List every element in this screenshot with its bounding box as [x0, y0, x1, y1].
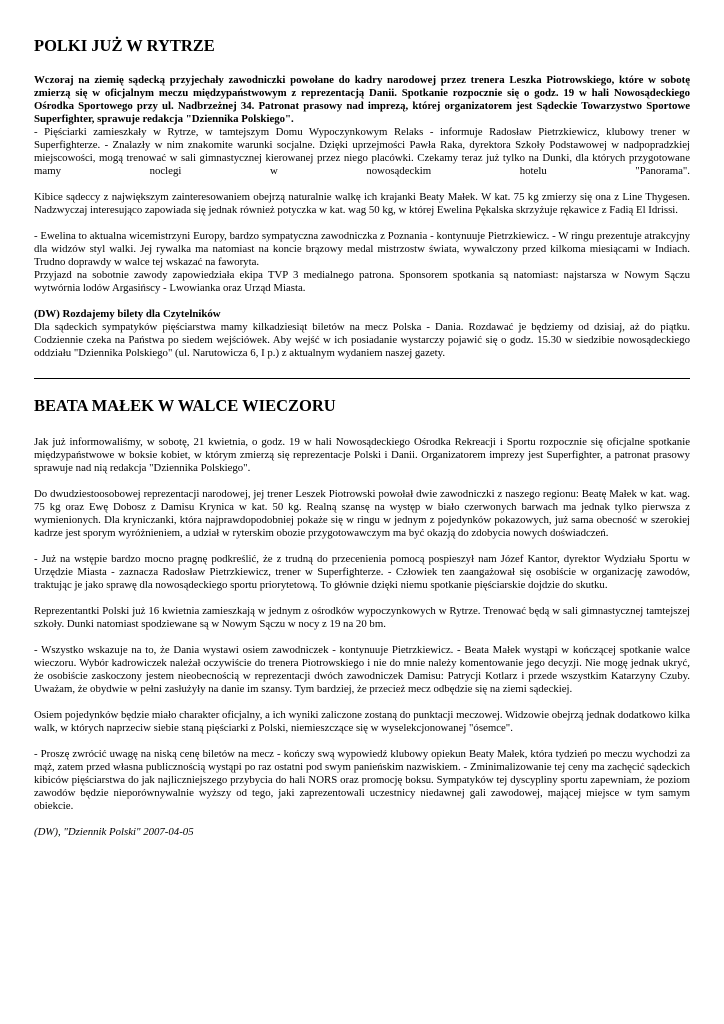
article-divider — [34, 378, 690, 379]
article-1-lead: Wczoraj na ziemię sądecką przyjechały zawodniczki powołane do kadry narodowej przez trenera Leszka Piotrowskiego, które w sobotę zmierzą się w oficjalnym meczu międzypaństwowym z reprezentacją Danii. Spotkanie rozpocznie się o godz. 19 w hali Nowosądeckiego Ośrodka Sportowego przy ul. Nadbrzeżnej 34. Patronat prasowy nad imprezą, której organizatorem jest Sądeckie Towarzystwo Sportowe Superfighter, sprawuje redakcja "Dziennika Polskiego". — [34, 74, 690, 125]
article-beata-malek — [34, 396, 690, 839]
article-1-subtitle: (DW) Rozdajemy bilety dla Czytelników — [34, 308, 221, 320]
article-2-paragraph-4: Reprezentantki Polski już 16 kwietnia zamieszkają w jednym z ośrodków wypoczynkowych w Rytrze. Trenować będą w sali gimnastycznej tamtejszej szkoły. Dunki natomiast spodziewane są w Nowym Sączu w nocy z 19 na 20 bm. — [34, 605, 690, 630]
article-2-paragraph-3: - Już na wstępie bardzo mocno pragnę podkreślić, że z trudną do przecenienia pomocą pospieszył nam Józef Kantor, dyrektor Wydziału Sportu w Urzędzie Miasta - zaznacza Radosław Pietrzkiewicz, trener w Superfighterze. - Człowiek ten zaangażował się osobiście w organizację zawodów, traktując je jako sprawę dla nowosądeckiego sportu priorytetową. To głównie dzięki niemu spotkanie pięściarskie dojdzie do skutku. — [34, 553, 690, 591]
article-polki-juz-w-rytrze — [34, 36, 690, 360]
article-1-paragraph-2: Kibice sądeccy z największym zainteresowaniem obejrzą naturalnie walkę ich krajanki Beaty Małek. W kat. 75 kg zmierzy się ona z Line Thygesen. Nadzwyczaj interesująco zapowiada się jednak również potyczka w kat. wag 50 kg, w której Ewelina Pękalska skrzyżuje rękawice z Fadią El Idrissi. — [34, 191, 690, 216]
article-2-paragraph-7: - Proszę zwrócić uwagę na niską cenę biletów na mecz - kończy swą wypowiedź klubowy opiekun Beaty Małek, która tydzień po meczu wychodzi za mąż, zatem przed własna publicznością wystąpi po raz ostatni pod swym panieńskim nazwiskiem. - Zminimalizowanie tej ceny ma zachęcić sądeckich kibiców pięściarstwa do jak najliczniejszego przybycia do hali NORS oraz promocję boksu. Sympatyków tej dyscypliny sportu zapewniam, że poziom zawodów będzie nieporównywalnie wyższy od tego, jaki zaprezentowali uczestnicy niedawnej gali zawodowej, mającej miejsce w tym samym obiekcie. — [34, 748, 690, 812]
article-2-paragraph-5: - Wszystko wskazuje na to, że Dania wystawi osiem zawodniczek - kontynuuje Pietrzkiewicz. - Beata Małek wystąpi w kończącej spotkanie walce wieczoru. Wybór kadrowiczek należał oczywiście do trenera Piotrowskiego i nie do mnie należy komentowanie jego decyzji. Nie mogę jednak ukryć, że osobiście zaskoczony jestem nieobecnością w reprezentacji dwóch zawodniczek Damisu: Patrycji Kotlarz i przede wszystkim Katarzyny Czuby. Uważam, że obydwie w pełni zasłużyły na danie im szansy. Tym bardziej, że przecież mecz odbędzie się na ziemi sądeckiej. — [34, 644, 690, 695]
article-1-title: POLKI JUŻ W RYTRZE — [34, 36, 215, 55]
article-2-paragraph-6: Osiem pojedynków będzie miało charakter oficjalny, a ich wyniki zaliczone zostaną do punktacji meczowej. Widzowie obejrzą jednak dodatkowo kilka walk, w których naprzeciw siebie staną pięściarki z Polski, niemieszczące się w wyselekcjonowanej "ósemce". — [34, 709, 690, 734]
article-1-paragraph-3: - Ewelina to aktualna wicemistrzyni Europy, bardzo sympatyczna zawodniczka z Poznania - kontynuuje Pietrzkiewicz. - W ringu prezentuje atrakcyjny dla widzów styl walki. Jej rywalka ma natomiast na koncie brązowy medal mistrzostw świata, wywalczony przed kilkoma miesiącami w Indiach. Trudno doprawdy w walce tej wskazać na faworyta. — [34, 230, 690, 268]
article-1-paragraph-1: - Pięściarki zamieszkały w Rytrze, w tamtejszym Domu Wypoczynkowym Relaks - informuje Radosław Pietrzkiewicz, klubowy trener w Superfighterze. - Znalazły w nim znakomite warunki socjalne. Dzięki uprzejmości Pawła Raka, dyrektora Szkoły Podstawowej w nadpopradzkiej miejscowości, mogą trenować w sali gimnastycznej kierowanej przez niego placówki. Czekamy teraz już tylko na Dunki, dla których przygotowane mamy noclegi w nowosądeckim hotelu "Panorama". — [34, 126, 690, 177]
article-1-paragraph-5: Dla sądeckich sympatyków pięściarstwa mamy kilkadziesiąt biletów na mecz Polska - Dania. Rozdawać je będziemy od dzisiaj, aż do piątku. Codziennie czeka na Państwa po siedem wejściówek. Aby wejść w ich posiadanie wystarczy pojawić się o godz. 15.30 w siedzibie nowosądeckiego oddziału "Dziennika Polskiego" (ul. Narutowicza 6, I p.) z aktualnym wydaniem naszej gazety. — [34, 321, 690, 359]
article-1-paragraph-4: Przyjazd na sobotnie zawody zapowiedziała ekipa TVP 3 medialnego patrona. Sponsorem spotkania są natomiast: najstarsza w Nowym Sączu wytwórnia lodów Argasińscy - Lwowianka oraz Urząd Miasta. — [34, 269, 690, 294]
article-2-title: BEATA MAŁEK W WALCE WIECZORU — [34, 396, 336, 415]
article-2-paragraph-1: Jak już informowaliśmy, w sobotę, 21 kwietnia, o godz. 19 w hali Nowosądeckiego Ośrodka Rekreacji i Sportu rozpocznie się oficjalne spotkanie międzypaństwowe w boksie kobiet, w którym zmierzą się reprezentacje Polski i Danii. Organizatorem imprezy jest Superfighter, a patronat prasowy sprawuje nad nią redakcja "Dziennika Polskiego". — [34, 436, 690, 474]
article-2-paragraph-2: Do dwudziestoosobowej reprezentacji narodowej, jej trener Leszek Piotrowski powołał dwie zawodniczki z naszego regionu: Beatę Małek w kat. wag. 75 kg oraz Ewę Dobosz z Damisu Krynica w kat. 50 kg. Realną szansę na występ w biało czerwonych barwach ma jednak tylko pierwsza z wymienionych. Dla kryniczanki, która najprawdopodobniej pokaże się w ringu w jednym z pojedynków pokazowych, już sama obecność w szerokiej kadrze jest sporym wyróżnieniem, a udział w ryterskim obozie przygotowawczym ma być okazją do zdobycia nowych doświadczeń. — [34, 488, 690, 539]
article-2-signature: (DW), "Dziennik Polski" 2007-04-05 — [34, 826, 194, 838]
